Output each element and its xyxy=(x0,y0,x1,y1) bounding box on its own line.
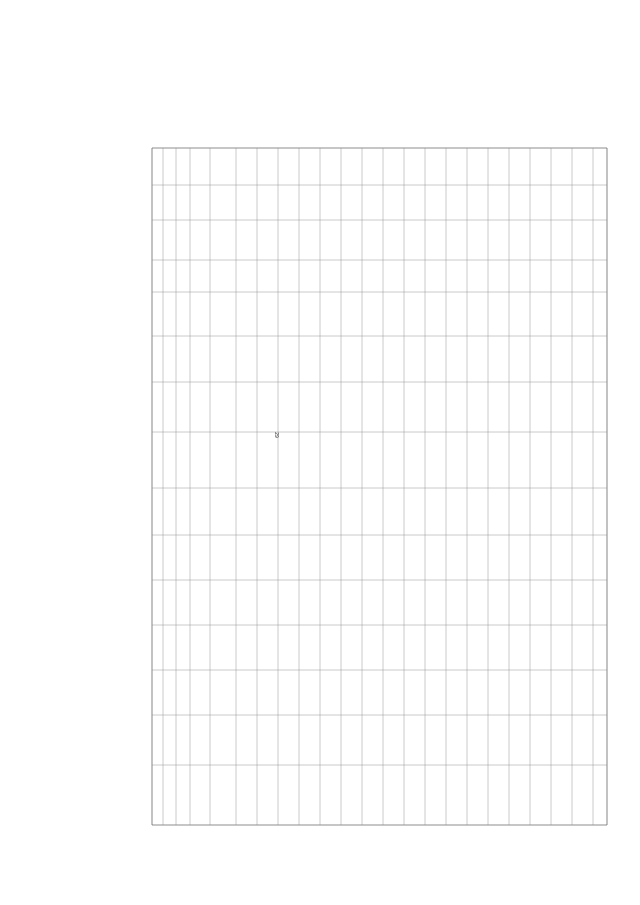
page-number: 29 xyxy=(273,432,279,438)
